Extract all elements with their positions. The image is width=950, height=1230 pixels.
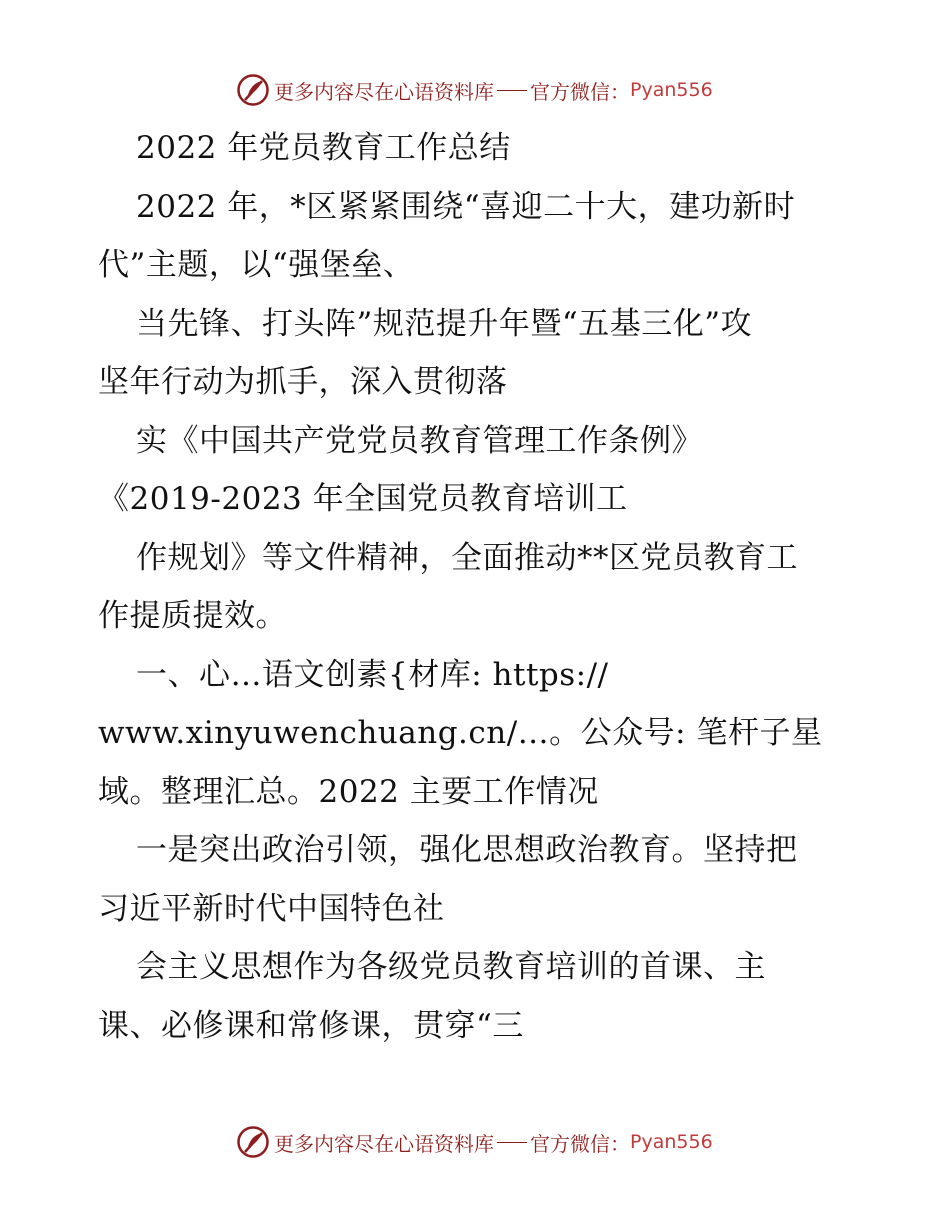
text-line: 代”主题，以“强堡垒、 (98, 247, 415, 283)
quill-logo-icon (236, 73, 270, 107)
text-line: 《2019-2023 年全国党员教育培训工 (98, 481, 628, 517)
watermark-site-name: 更多内容尽在心语资料库 (274, 1131, 494, 1156)
watermark-separator (497, 90, 527, 91)
text-line: 课、必修课和常修课，贯穿“三 (98, 1008, 524, 1044)
section-heading-line: 一、心…语文创素{材库: https:// (136, 657, 609, 693)
watermark-contact-label: 官方微信： (530, 1131, 630, 1156)
header-watermark (236, 72, 713, 108)
watermark-site-name: 更多内容尽在心语资料库 (274, 79, 494, 104)
text-line: 会主义思想作为各级党员教育培训的首课、主 (136, 949, 766, 985)
quill-logo-icon (236, 1125, 270, 1159)
text-line: 2022 年，*区紧紧围绕“喜迎二十大，建功新时 (136, 189, 796, 225)
text-line: 作提质提效。 (98, 598, 287, 634)
text-line: 作规划》等文件精神，全面推动**区党员教育工 (136, 540, 798, 576)
watermark-separator (497, 1142, 527, 1143)
footer-watermark (236, 1124, 713, 1160)
text-line: 域。整理汇总。2022 主要工作情况 (98, 774, 599, 810)
watermark-contact-id: Pyan556 (630, 1131, 713, 1153)
document-title: 2022 年党员教育工作总结 (136, 130, 511, 166)
text-line: 坚年行动为抓手，深入贯彻落 (98, 364, 508, 400)
watermark-contact-label: 官方微信： (530, 79, 630, 104)
text-line: 一是突出政治引领，强化思想政治教育。坚持把 (136, 832, 798, 868)
text-line: www.xinyuwenchuang.cn/…。公众号: 笔杆子星 (98, 715, 823, 751)
text-line: 当先锋、打头阵”规范提升年暨“五基三化”攻 (136, 306, 753, 342)
watermark-contact-id: Pyan556 (630, 79, 713, 101)
text-line: 实《中国共产党党员教育管理工作条例》 (136, 423, 703, 459)
text-line: 习近平新时代中国特色社 (98, 891, 445, 927)
